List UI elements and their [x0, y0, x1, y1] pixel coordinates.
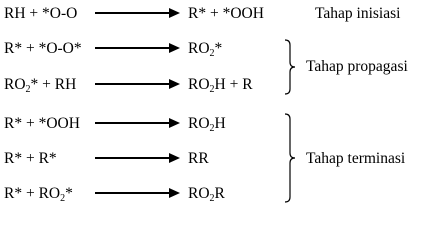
- reaction-6-arrow: [95, 188, 180, 198]
- reaction-2-product: $RO_2*$: [188, 40, 223, 59]
- stage-label-termination: Tahap terminasi: [306, 150, 406, 167]
- reaction-5-reactant: R* + R*: [4, 150, 57, 167]
- reaction-1-arrow: [95, 8, 180, 18]
- termination-brace: [283, 113, 297, 203]
- reaction-3-arrow: [95, 79, 180, 89]
- reaction-1-reactant: RH + *O-O: [4, 5, 78, 22]
- reaction-6-reactant: $R* + RO_2*$: [4, 185, 73, 204]
- reaction-4-arrow: [95, 118, 180, 128]
- propagation-brace: [283, 39, 297, 95]
- reaction-5-product: RR: [188, 150, 209, 167]
- reaction-2-reactant: R* + *O-O*: [4, 40, 82, 57]
- stage-label-initiation: Tahap inisiasi: [315, 5, 401, 22]
- reaction-5-arrow: [95, 153, 180, 163]
- reaction-2-arrow: [95, 43, 180, 53]
- reaction-3-reactant: $RO_2*$ + RH: [4, 76, 77, 95]
- reaction-6-product: $RO_2R$: [188, 185, 225, 204]
- reaction-4-product: $RO_2H$: [188, 115, 226, 134]
- reaction-3-product: $RO_2H + R$: [188, 76, 253, 95]
- stage-label-propagation: Tahap propagasi: [306, 58, 408, 75]
- reaction-4-reactant: R* + *OOH: [4, 115, 80, 132]
- reaction-1-product: R* + *OOH: [188, 5, 264, 22]
